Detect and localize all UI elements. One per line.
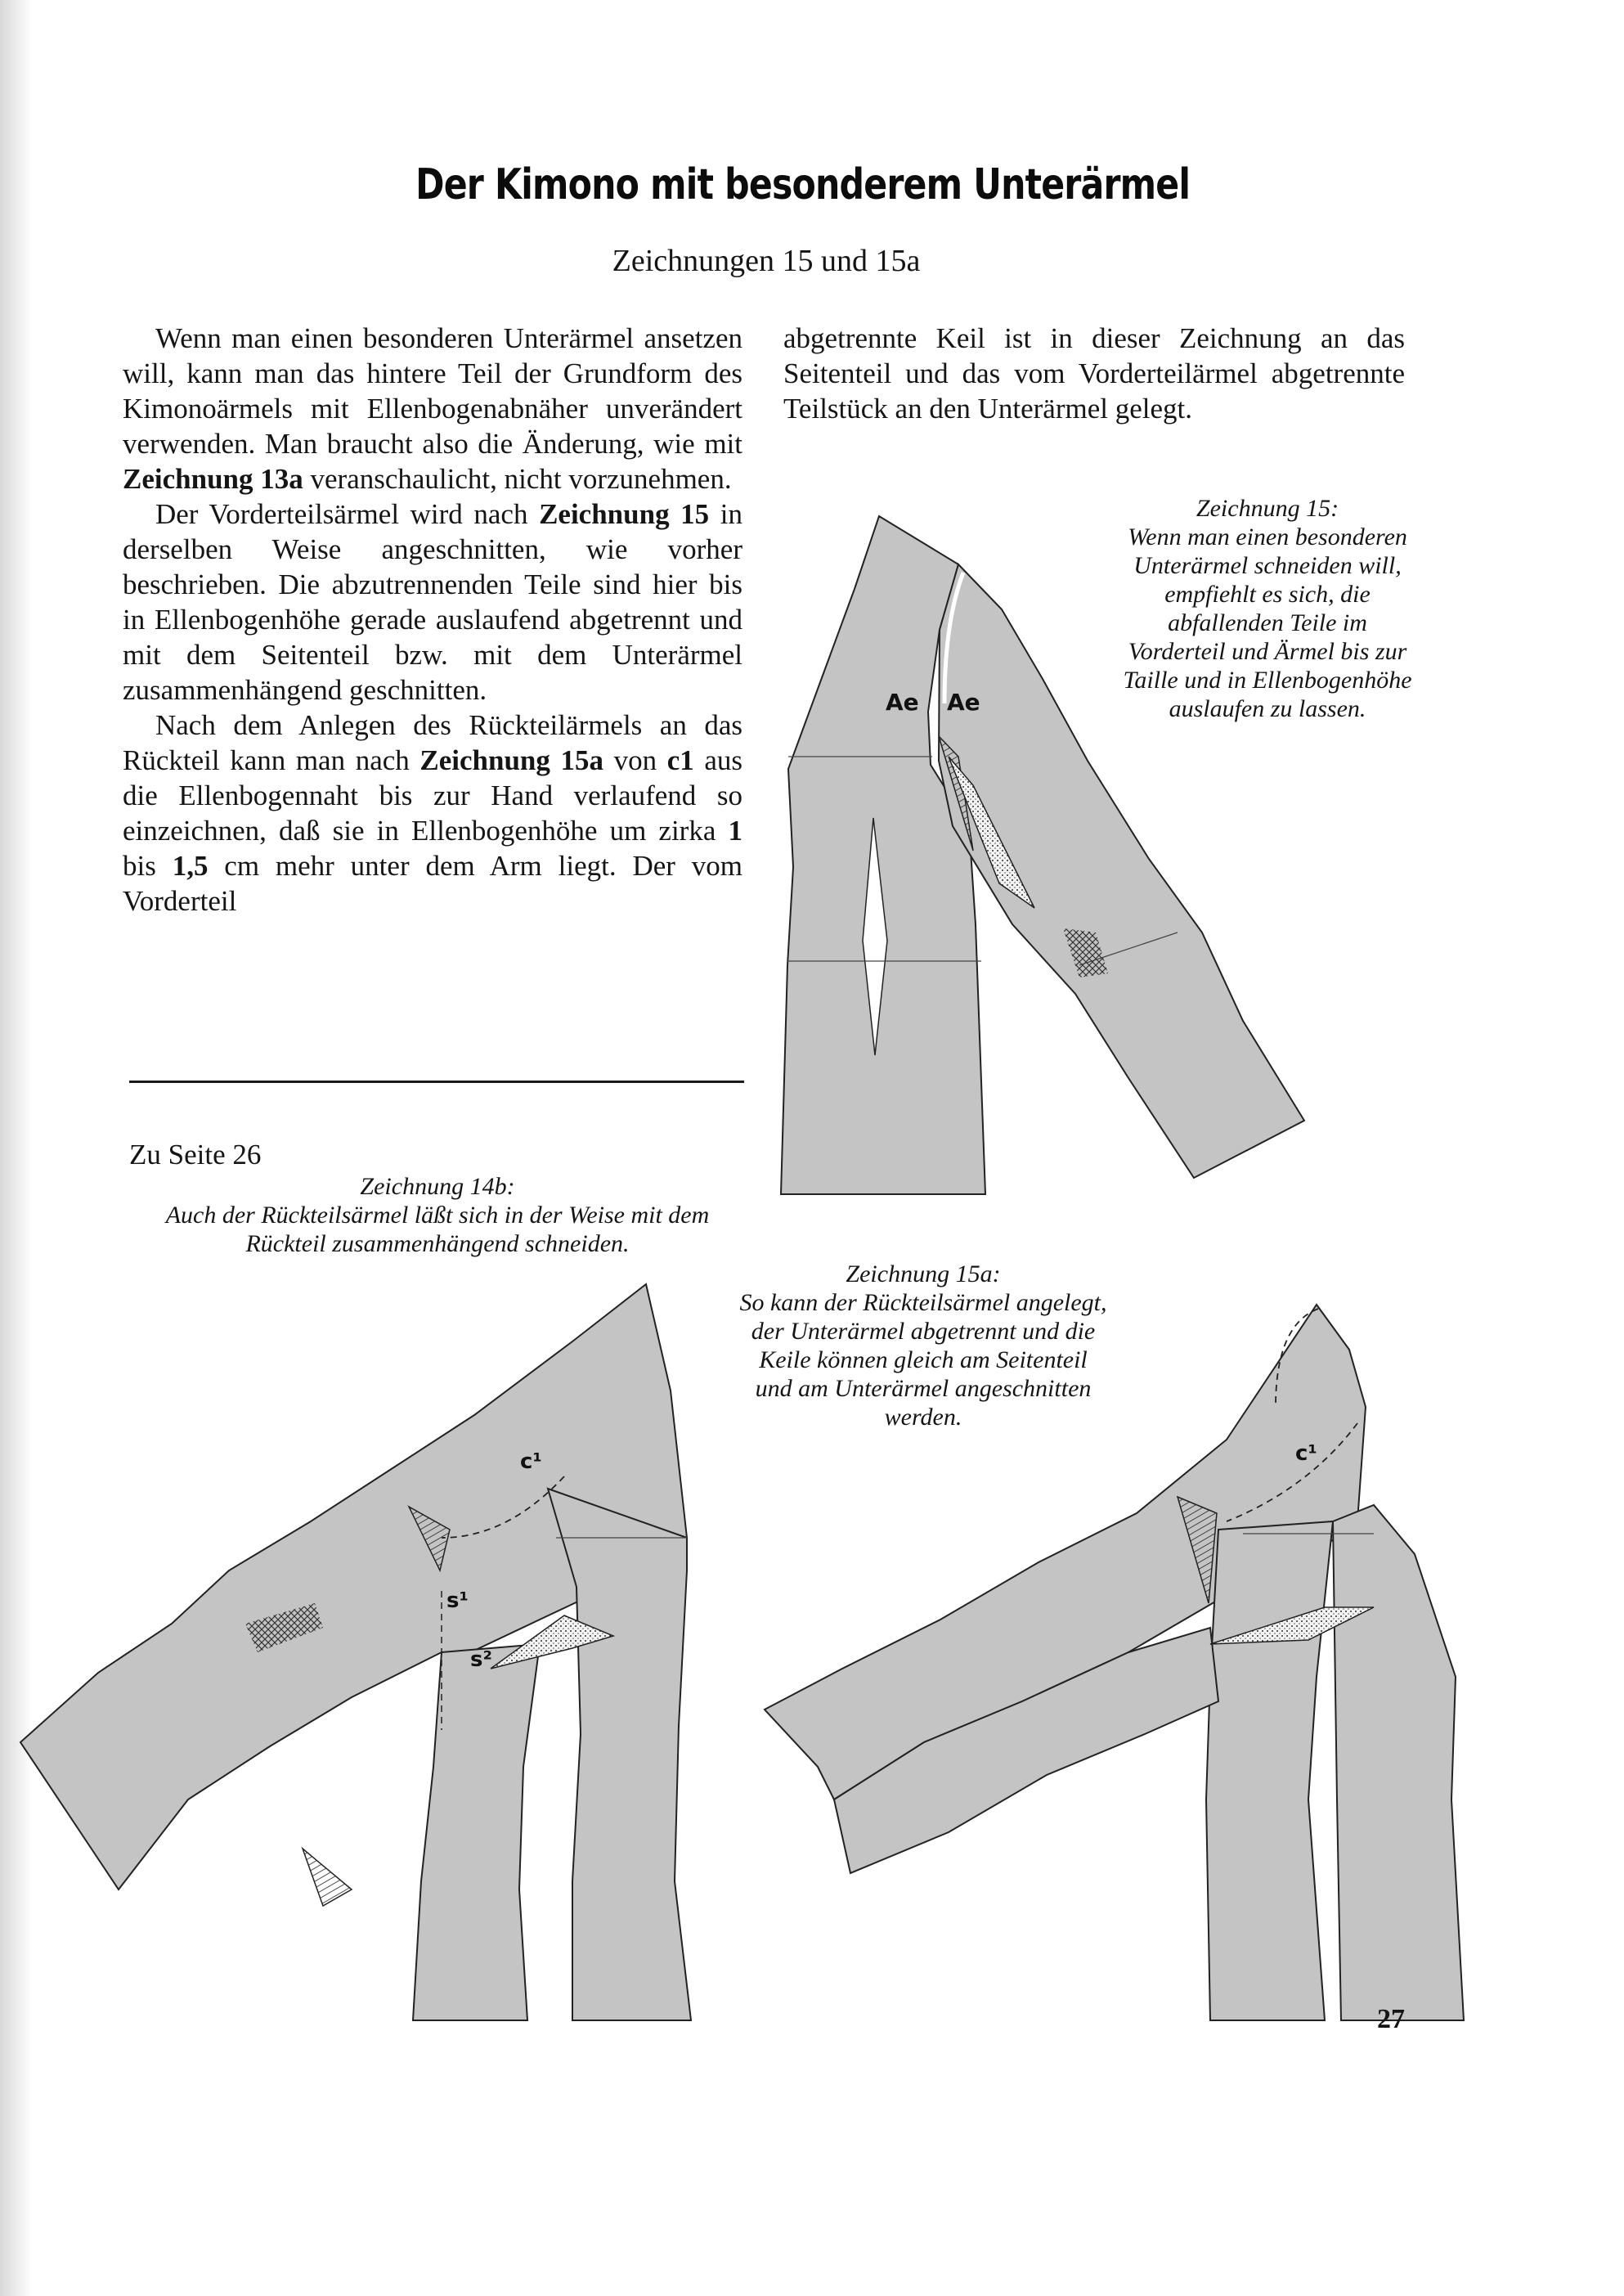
paragraph-2: Der Vorderteilsärmel wird nach Zeichnung 15 in derselben Weise angeschnitten, wie vorher beschrieben. Die abzutrennenden Teile sind hier bis in Ellenbogenhöhe gerade auslaufend abgetrennt und mit dem Seitenteil bzw. mit dem Unterärmel zusammenhängend geschnitten. <box>123 498 743 706</box>
caption-text: Wenn man einen besonderen Unterärmel schneiden will, empfiehlt es sich, die abfallenden Teile im Vorderteil und Ärmel bis zur Taille und in Ellenbogenhöhe auslaufen zu lassen. <box>1123 523 1412 722</box>
label-s2: s² <box>470 1647 492 1672</box>
sleeve-piece-15 <box>939 564 1304 1178</box>
side-panel-15a <box>1206 1521 1333 2020</box>
drawing-zeichnung-14b <box>20 1284 691 2020</box>
page-title: Der Kimono mit besonderem Unterärmel <box>415 160 1191 209</box>
caption-heading: Zeichnung 15a: <box>846 1260 1001 1287</box>
ref-c1: c1 <box>666 744 694 776</box>
label-c1-14b: c¹ <box>520 1449 542 1474</box>
paragraph-right-1: abgetrennte Keil ist in dieser Zeichnung an das Seitenteil und das vom Vorderteilärmel abgetrennte Teilstück an den Unterärmel gelegt. <box>783 322 1405 425</box>
page-number: 27 <box>1377 2004 1405 2034</box>
caption-text: Auch der Rückteilsärmel läßt sich in der Weise mit dem Rückteil zusammenhängend schneiden. <box>165 1202 710 1257</box>
caption-heading: Zeichnung 14b: <box>360 1173 515 1200</box>
label-s1: s¹ <box>446 1588 469 1613</box>
label-ae-left: Ae <box>886 689 919 716</box>
drawing-zeichnung-15a <box>765 1305 1464 2020</box>
paragraph-1: Wenn man einen besonderen Unterärmel ansetzen will, kann man das hintere Teil der Grundform des Kimonoärmels mit Ellenbogenabnäher unverändert verwenden. Man braucht also die Änderung, wie mit Zeichnung 13a veranschaulicht, nicht vorzunehmen. <box>123 322 742 495</box>
drawing-zeichnung-15 <box>781 516 1304 1194</box>
ref-zeichnung-13a: Zeichnung 13a <box>123 463 303 495</box>
label-c1-15a: c¹ <box>1295 1441 1317 1466</box>
label-ae-right: Ae <box>947 689 980 716</box>
ref-zeichnung-15a: Zeichnung 15a <box>419 744 603 776</box>
cut-wedge-14b <box>303 1849 352 1906</box>
ref-zeichnung-15: Zeichnung 15 <box>539 498 710 530</box>
page-subtitle: Zeichnungen 15 und 15a <box>612 244 921 278</box>
side-panel-14b <box>413 1644 540 2020</box>
caption-heading: Zeichnung 15: <box>1196 495 1339 522</box>
under-sleeve-15a <box>1333 1505 1464 2020</box>
caption-text: So kann der Rückteilsärmel angelegt, der Unterärmel abgetrennt und die Keile können gleich am Seitenteil und am Unterärmel angeschnitten werden. <box>739 1289 1107 1431</box>
paragraph-3: Nach dem Anlegen des Rückteilärmels an das Rückteil kann man nach Zeichnung 15a von c1 aus die Ellenbogennaht bis zur Hand verlaufend so einzeichnen, daß sie in Ellenbogenhöhe um zirka 1 bis 1,5 cm mehr unter dem Arm liegt. Der vom Vorderteil <box>123 709 743 917</box>
seite-reference: Zu Seite 26 <box>129 1139 262 1170</box>
